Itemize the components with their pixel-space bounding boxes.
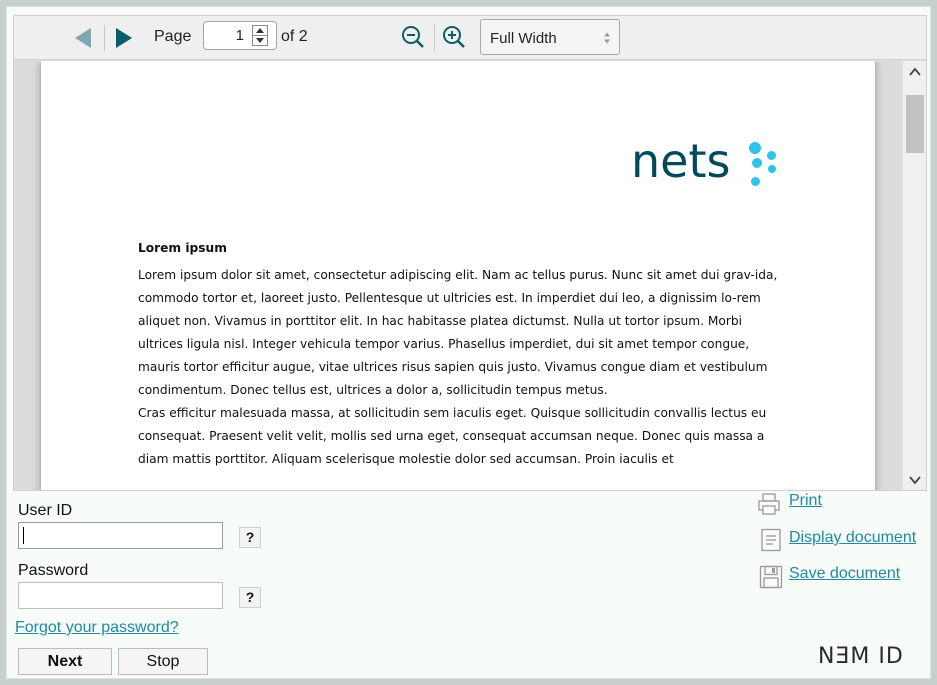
scroll-down-icon[interactable] [909,475,921,485]
text-caret [23,527,24,544]
printer-icon[interactable] [757,492,781,516]
viewer-toolbar [14,16,926,60]
page-number-input[interactable] [203,21,277,50]
save-document-link[interactable]: Save document [789,565,901,582]
document-paragraph: Lorem ipsum dolor sit amet, consectetur adipiscing elit. Nam ac tellus purus. Nunc sit amet dui grav-ida, commodo tortor et, laoreet justo. Pellentesque ut ultricies est. In imperdiet dui leo, a dignissim lo-rem aliquet non. Vivamus in porttitor elit. In hac habitasse platea dictumst. Nulla ut tortor ipsum. Morbi ultrices ligula nisl. Integer vehicula tempor varius. Phasellus imperdiet, dui sit amet tempor congue, mauris tortor efficitur augue, vitae ultrices risus sapien quis justo. Vivamus congue diam et vestibulum condimentum. Donec tellus est, ultrices a dolor a, sollicitudin tempus metus. [138,268,778,397]
password-help-button[interactable]: ? [239,587,261,608]
document-scroll-area[interactable] [14,61,902,491]
page-number-value: 1 [235,27,244,44]
user-id-label: User ID [18,502,73,519]
logo-dot [751,177,760,186]
zoom-select[interactable] [480,19,620,55]
scrollbar-thumb[interactable] [906,95,924,153]
document-body [138,237,778,471]
toolbar-divider [104,25,105,51]
document-page [41,61,875,491]
user-id-help-button[interactable]: ? [239,527,261,548]
forgot-password-link[interactable]: Forgot your password? [15,619,179,636]
page-count-label: of 2 [281,28,308,45]
nets-logo [631,134,791,191]
document-title: Lorem ipsum [138,241,227,255]
scroll-up-icon[interactable] [909,67,921,77]
zoom-select-value: Full Width [490,30,557,47]
zoom-out-icon[interactable] [401,25,425,49]
password-label: Password [18,562,89,579]
vertical-scrollbar[interactable] [902,61,926,491]
print-link[interactable]: Print [789,492,822,509]
next-button[interactable]: Next [18,648,112,675]
toolbar-divider [434,25,435,51]
logo-dot [752,158,762,168]
logo-dot [768,165,776,173]
page-label: Page [154,28,192,45]
document-paragraph: Cras efficitur malesuada massa, at sollicitudin sem iaculis eget. Quisque sollicitudin convallis lectus eu consequat. Praesent velit velit, mollis sed urna eget, consequat accumsan neque. Donec quis massa a diam mattis porttitor. Aliquam scelerisque molestie dolor sed accumsan. Proin iaculis et [138,406,767,466]
document-icon[interactable] [759,528,783,552]
user-id-input[interactable] [18,522,223,549]
next-page-icon[interactable] [113,26,135,50]
nets-logo-text: nets [631,134,731,188]
save-icon[interactable] [759,565,783,589]
zoom-in-icon[interactable] [442,25,466,49]
logo-dot [749,142,761,154]
password-input[interactable] [18,582,223,609]
display-document-link[interactable]: Display document [789,529,917,546]
nemid-logo: NƎM ID [818,644,904,669]
page-spinner-icon[interactable] [252,25,268,46]
logo-dot [767,151,776,160]
prev-page-icon[interactable] [72,26,94,50]
select-arrows-icon [602,31,612,45]
document-viewer [13,15,927,491]
stop-button[interactable]: Stop [118,648,208,675]
